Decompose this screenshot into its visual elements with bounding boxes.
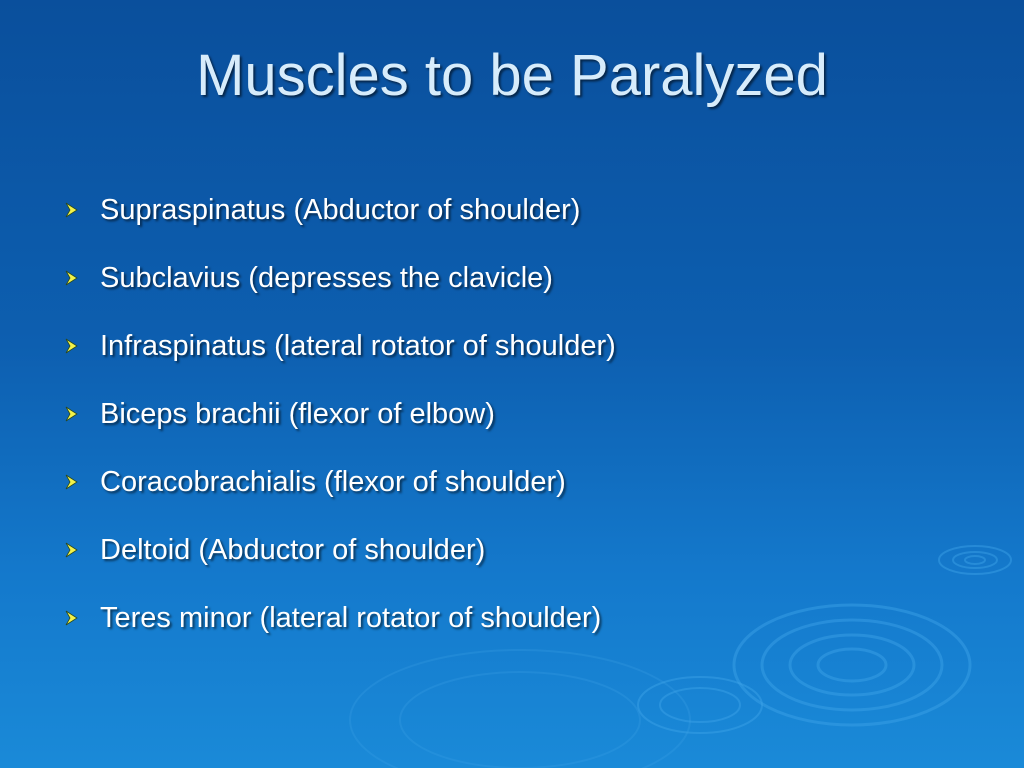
bullet-item [62, 573, 616, 663]
arrow-bullet-icon [62, 540, 82, 560]
bullet-text: Infraspinatus (lateral rotator of shoulder) [100, 329, 616, 362]
bullet-text: Subclavius (depresses the clavicle) [100, 261, 553, 294]
arrow-bullet-icon [62, 336, 82, 356]
arrow-bullet-icon [62, 404, 82, 424]
slide-title: Muscles to be Paralyzed [196, 43, 828, 108]
bullet-text: Coracobrachialis (flexor of shoulder) [100, 465, 566, 498]
arrow-bullet-icon [62, 268, 82, 288]
arrow-bullet-icon [62, 608, 82, 628]
arrow-bullet-icon [62, 200, 82, 220]
bullet-text: Supraspinatus (Abductor of shoulder) [100, 193, 581, 226]
bullet-text: Biceps brachii (flexor of elbow) [100, 397, 495, 430]
bullet-text: Teres minor (lateral rotator of shoulder) [100, 601, 602, 634]
bullet-text: Deltoid (Abductor of shoulder) [100, 533, 486, 566]
bullet-list [62, 165, 616, 663]
arrow-bullet-icon [62, 472, 82, 492]
